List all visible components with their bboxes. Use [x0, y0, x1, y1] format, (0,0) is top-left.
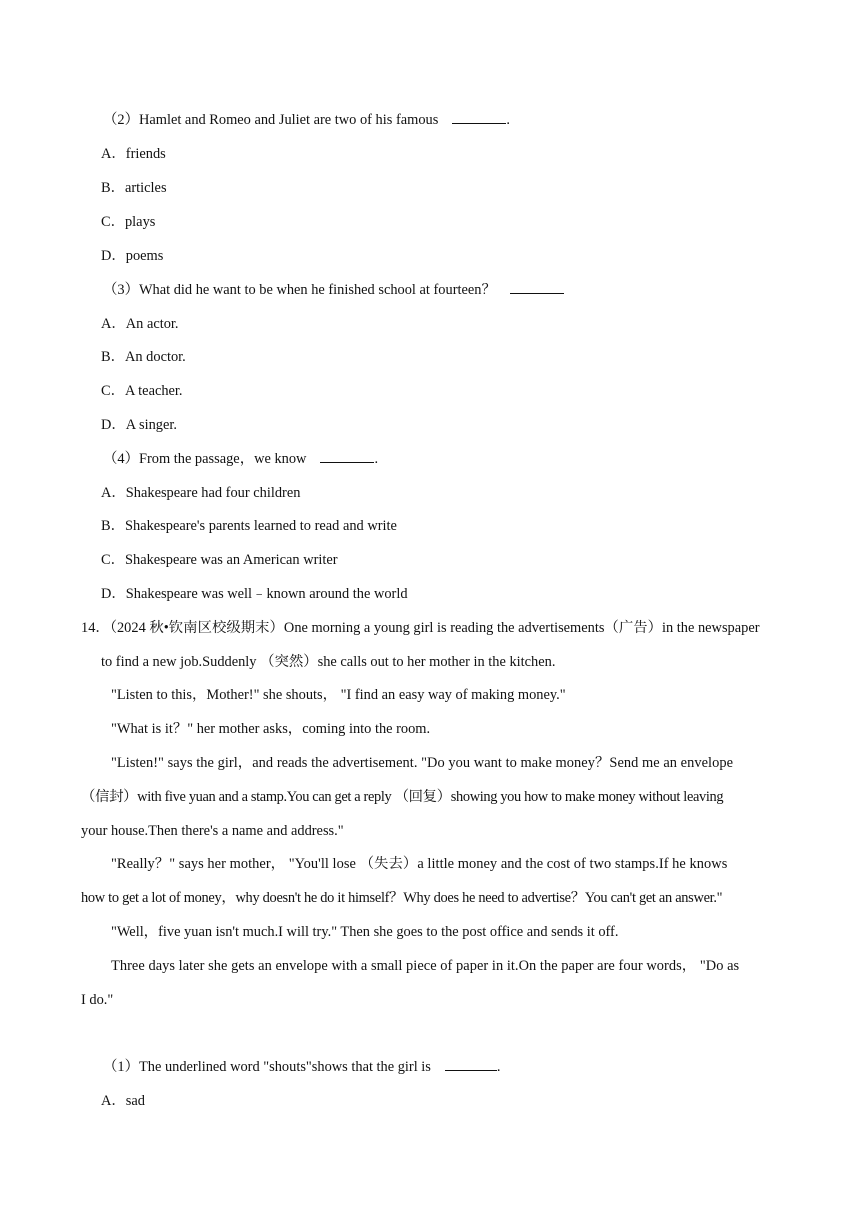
question-14-intro-line-1 — [81, 618, 760, 638]
passage-paragraph-6-line-1: Three days later she gets an envelope with a small piece of paper in it.On the paper are four words， "Do as — [111, 958, 740, 974]
passage-paragraph-3-line-3: your house.Then there's a name and address." — [81, 823, 344, 839]
question-2-period: . — [506, 112, 510, 128]
passage-paragraph-3-line-2: （信封）with five yuan and a stamp.You can get a reply （回复）showing you how to make money without leaving — [81, 789, 724, 805]
passage-paragraph-3-line-1: "Listen!" says the girl，and reads the advertisement. "Do you want to make money？Send me an envelope — [111, 755, 734, 771]
question-number: 14． — [81, 620, 110, 636]
option-c: C．Shakespeare was an American writer — [101, 552, 338, 568]
question-4-stem: （4）From the passage，we know — [103, 451, 307, 467]
option-a: A．An actor. — [101, 316, 179, 332]
passage-text: （2024 秋•钦南区校级期末）One morning a young girl is reading the advertisements（广告）in the newspaper — [109, 620, 760, 636]
answer-blank — [320, 449, 374, 463]
question-2 — [103, 110, 510, 130]
answer-blank — [445, 1057, 497, 1071]
question-2-stem: （2）Hamlet and Romeo and Juliet are two of his famous — [103, 112, 439, 128]
question-4 — [103, 449, 378, 469]
passage-paragraph-5: "Well，five yuan isn't much.I will try." Then she goes to the post office and sends it off. — [111, 924, 619, 940]
passage-line: to find a new job.Suddenly （突然）she calls out to her mother in the kitchen. — [101, 654, 556, 670]
option-b: B．articles — [101, 180, 167, 196]
passage-paragraph-4-line-2: how to get a lot of money，why doesn't he do it himself？Why does he need to advertise？You can't get an answer." — [81, 890, 723, 906]
answer-blank — [452, 110, 506, 124]
question-14-1-period: . — [496, 1059, 501, 1075]
option-d: D．poems — [101, 248, 164, 264]
option-b: B．Shakespeare's parents learned to read and write — [101, 518, 397, 534]
passage-paragraph-6-line-2: I do." — [81, 992, 114, 1008]
question-4-period: . — [374, 451, 379, 467]
question-3 — [103, 280, 564, 300]
option-c: C．A teacher. — [101, 383, 183, 399]
passage-paragraph-4-line-1: "Really？" says her mother， "You'll lose （失去）a little money and the cost of two stamps.If he knows — [111, 856, 728, 872]
option-d: D．A singer. — [101, 417, 177, 433]
option-b: B．An doctor. — [101, 349, 186, 365]
option-a: A．sad — [101, 1093, 145, 1109]
question-3-stem: （3）What did he want to be when he finished school at fourteen？ — [103, 282, 496, 298]
question-14-1-stem: （1）The underlined word "shouts"shows that the girl is — [103, 1059, 431, 1075]
option-a: A．Shakespeare had four children — [101, 485, 301, 501]
passage-paragraph-1: "Listen to this，Mother!" she shouts， "I find an easy way of making money." — [111, 687, 566, 703]
option-c: C．plays — [101, 214, 156, 230]
passage-paragraph-2: "What is it？" her mother asks，coming into the room. — [111, 721, 431, 737]
question-14-1 — [103, 1057, 501, 1077]
option-a: A．friends — [101, 146, 166, 162]
option-d: D．Shakespeare was well﹣known around the world — [101, 586, 408, 602]
answer-blank — [510, 280, 564, 294]
